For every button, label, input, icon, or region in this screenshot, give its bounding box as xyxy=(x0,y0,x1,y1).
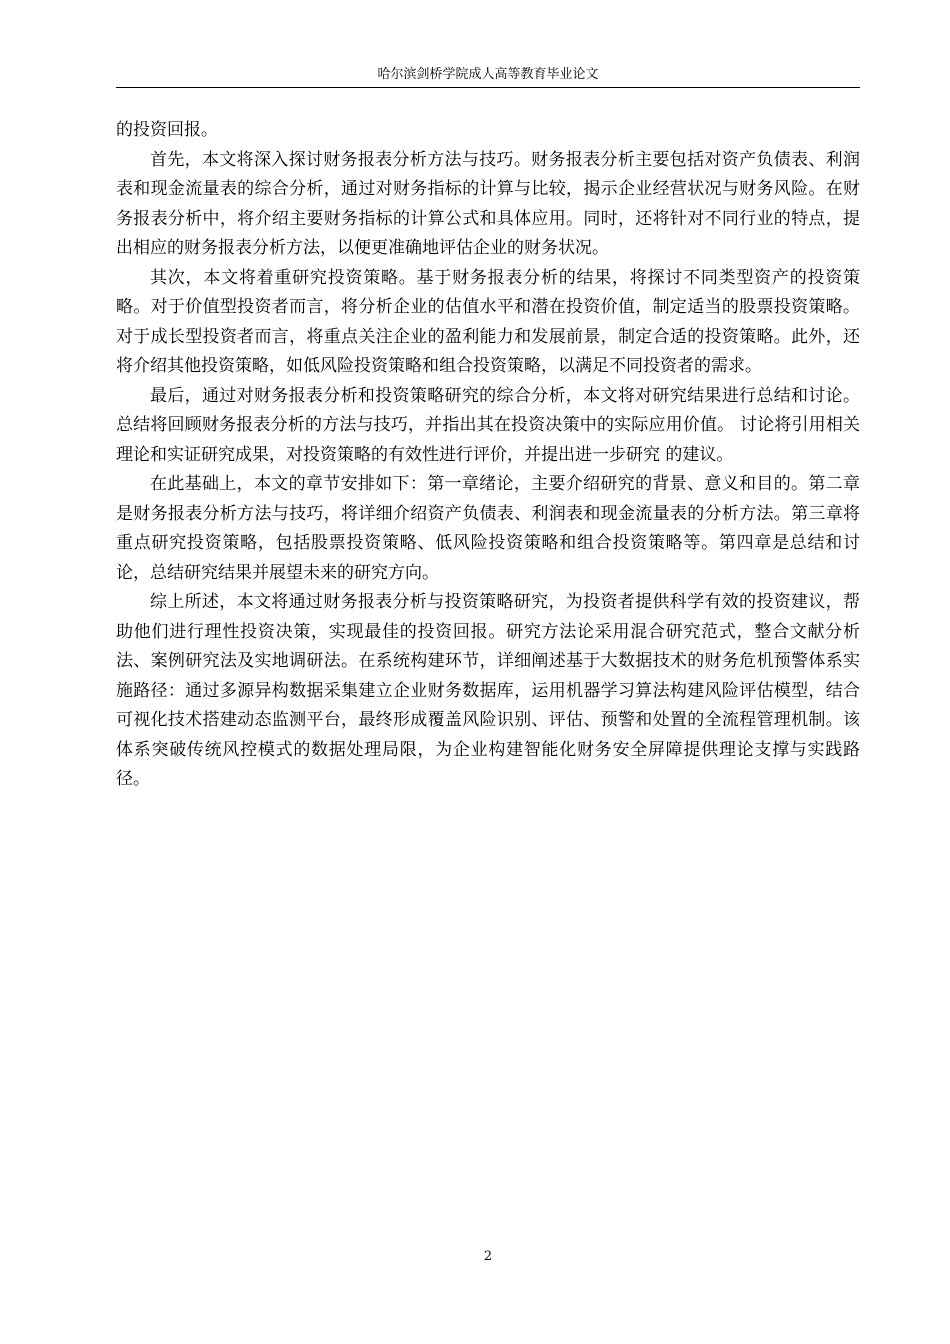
body-text xyxy=(116,116,860,795)
running-header: 哈尔滨剑桥学院成人高等教育毕业论文 xyxy=(377,67,599,82)
header-rule xyxy=(116,87,860,88)
paragraph-chapter-arrangement: 在此基础上，本文的章节安排如下：第一章绪论，主要介绍研究的背景、意义和目的。第二章是财务报表分析方法与技巧，将详细介绍资产负债表、利润表和现金流量表的分析方法。第三章将重点研究投资策略，包括股票投资策略、低风险投资策略和组合投资策略等。第四章是总结和讨论，总结研究结果并展望未来的研究方向。 xyxy=(116,474,860,583)
paragraph-financial-analysis: 首先，本文将深入探讨财务报表分析方法与技巧。财务报表分析主要包括对资产负债表、利润表和现金流量表的综合分析，通过对财务指标的计算与比较，揭示企业经营状况与财务风险。在财务报表分析中，将介绍主要财务指标的计算公式和具体应用。同时，还将针对不同行业的特点，提出相应的财务报表分析方法，以便更准确地评估企业的财务状况。 xyxy=(116,149,860,258)
page-number: 2 xyxy=(483,1249,493,1264)
paragraph-continued: 的投资回报。 xyxy=(116,120,218,140)
paragraph-investment-strategy: 其次，本文将着重研究投资策略。基于财务报表分析的结果，将探讨不同类型资产的投资策略。对于价值型投资者而言，将分析企业的估值水平和潜在投资价值，制定适当的股票投资策略。对于成长型投资者而言，将重点关注企业的盈利能力和发展前景，制定合适的投资策略。此外，还将介绍其他投资策略，如低风险投资策略和组合投资策略，以满足不同投资者的需求。 xyxy=(116,267,860,376)
paragraph-summary-discussion: 最后，通过对财务报表分析和投资策略研究的综合分析，本文将对研究结果进行总结和讨论。总结将回顾财务报表分析的方法与技巧，并指出其在投资决策中的实际应用价值。 讨论将引用相关理论和实证研究成果，对投资策略的有效性进行评价，并提出进一步研究 的建议。 xyxy=(116,385,860,465)
paragraph-conclusion: 综上所述，本文将通过财务报表分析与投资策略研究，为投资者提供科学有效的投资建议，帮助他们进行理性投资决策，实现最佳的投资回报。研究方法论采用混合研究范式，整合文献分析法、案例研究法及实地调研法。在系统构建环节，详细阐述基于大数据技术的财务危机预警体系实施路径：通过多源异构数据采集建立企业财务数据库，运用机器学习算法构建风险评估模型，结合可视化技术搭建动态监测平台，最终形成覆盖风险识别、评估、预警和处置的全流程管理机制。该体系突破传统风控模式的数据处理局限，为企业构建智能化财务安全屏障提供理论支撑与实践路径。 xyxy=(116,592,860,789)
